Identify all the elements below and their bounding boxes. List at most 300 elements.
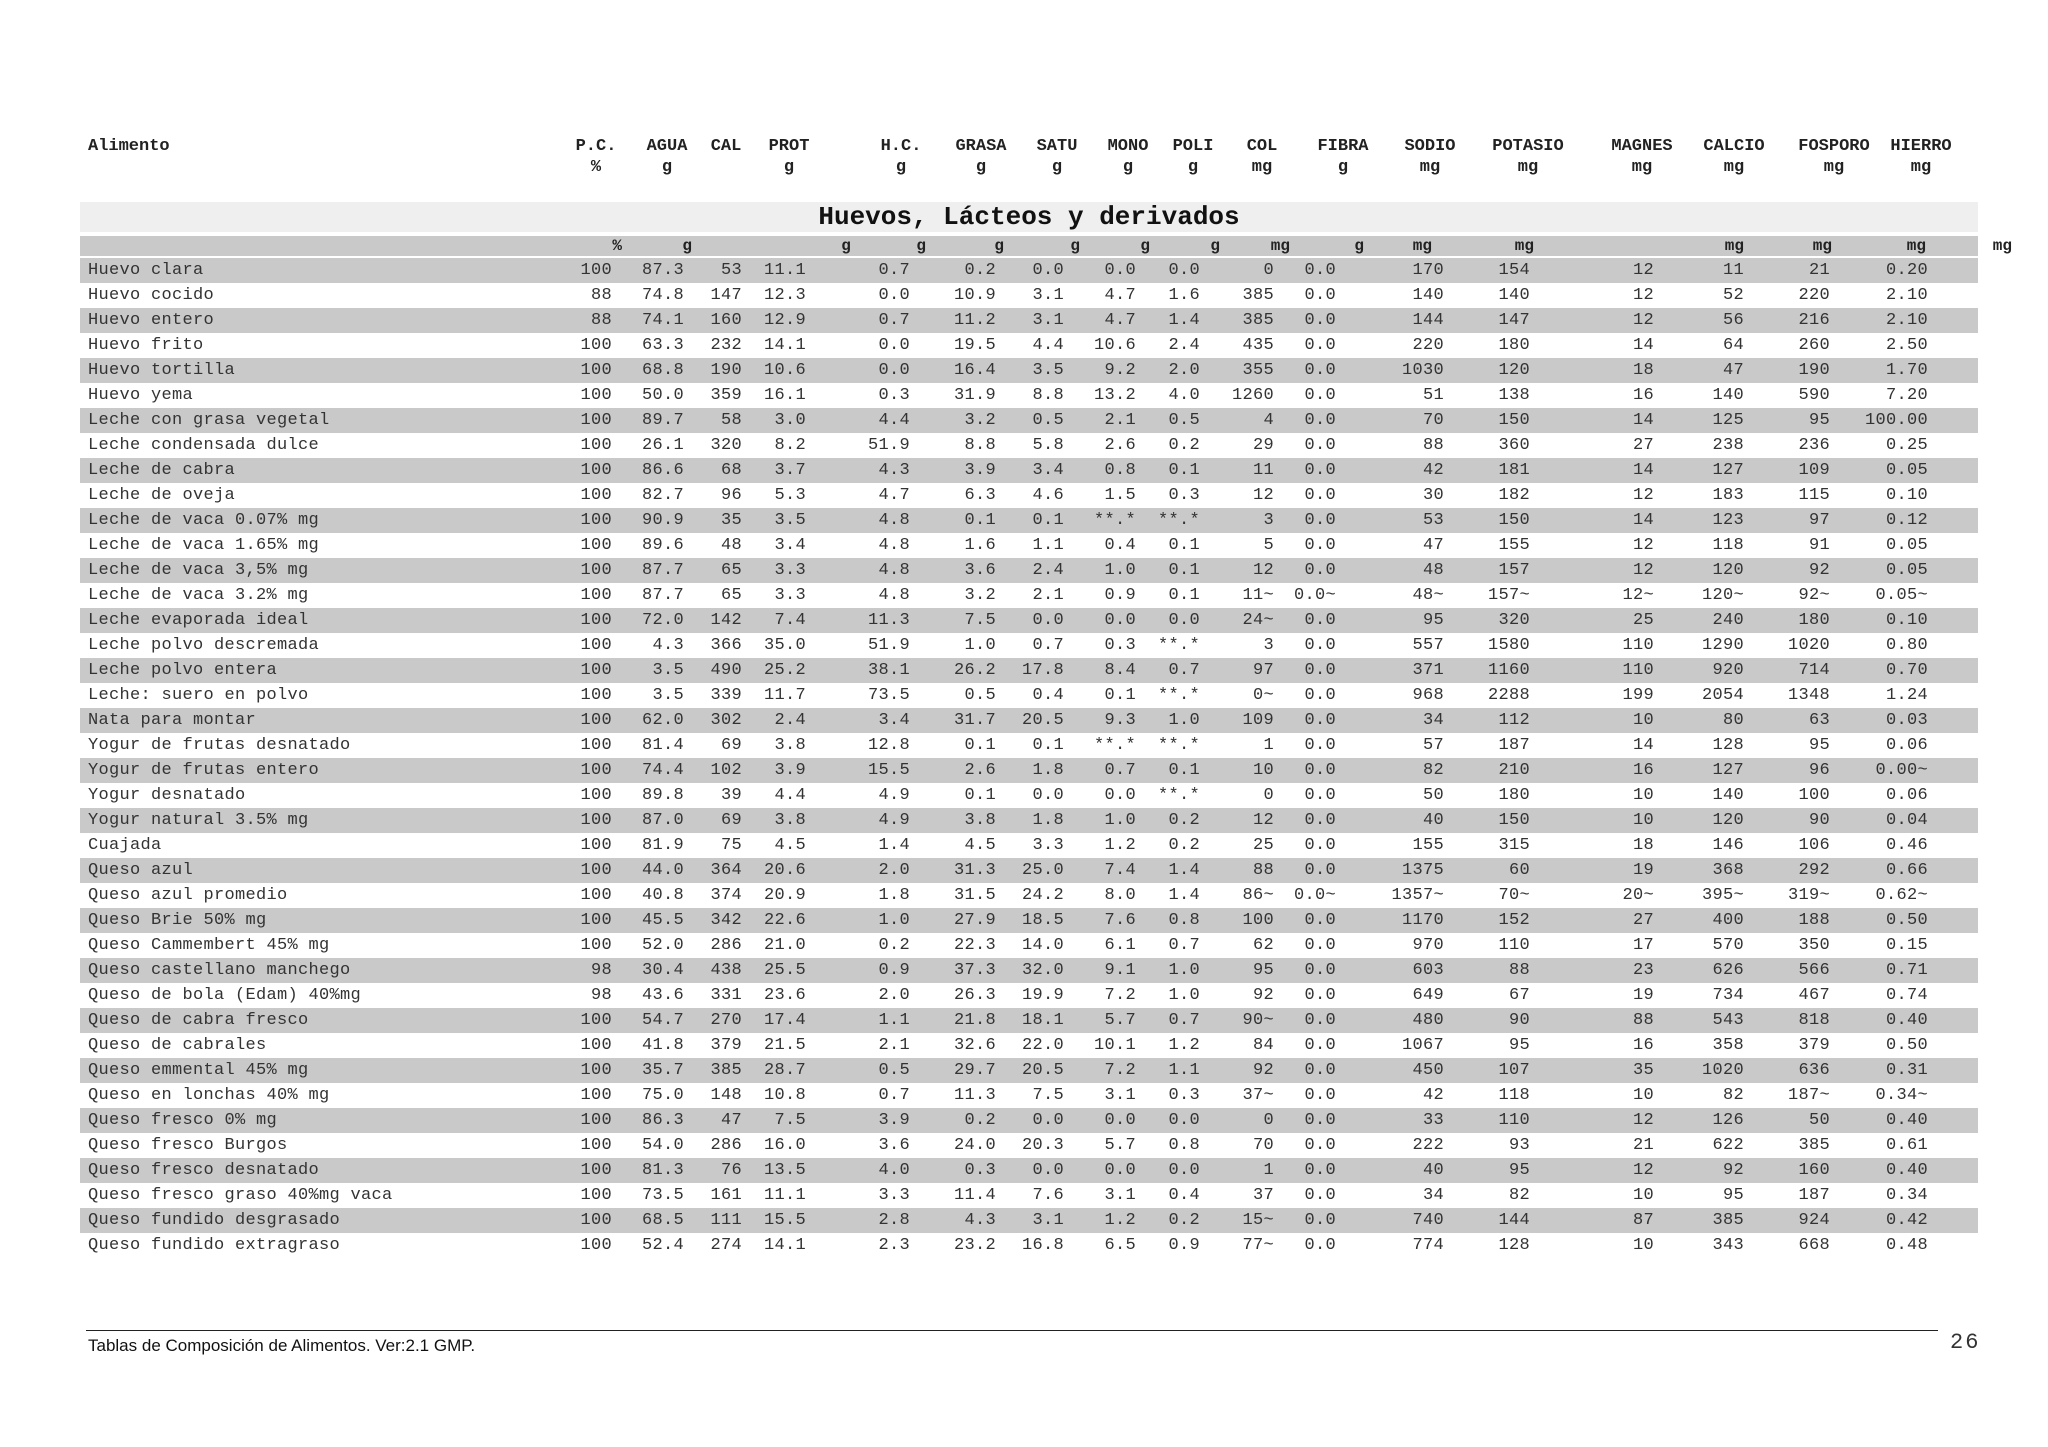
unit-potasio: mg [1514,237,1534,255]
cell-hierro: 0.06 [1885,736,1928,755]
cell-satu: 2.4 [1032,561,1064,580]
cell-prot: 3.8 [774,736,806,755]
cell-food-name: Huevo entero [88,311,215,330]
header-col-calcio: CALCIO [1703,137,1765,156]
header-unit-sodio: mg [1419,158,1441,177]
cell-magnes: 199 [1622,686,1654,705]
cell-satu: 1.8 [1032,811,1064,830]
cell-col: 37~ [1242,1086,1274,1105]
cell-pc: 100 [580,611,612,630]
cell-fosporo: 1020 [1787,636,1830,655]
cell-fibra: 0.0 [1304,811,1336,830]
cell-potasio: 2288 [1487,686,1530,705]
cell-col: 435 [1242,336,1274,355]
cell-agua: 41.8 [641,1036,684,1055]
cell-sodio: 220 [1412,336,1444,355]
cell-hierro: 0.48 [1885,1236,1928,1255]
cell-hierro: 0.10 [1885,611,1928,630]
cell-fosporo: 187 [1798,1186,1830,1205]
cell-col: 1260 [1231,386,1274,405]
cell-food-name: Yogur natural 3.5% mg [88,811,309,830]
cell-satu: 1.1 [1032,536,1064,555]
cell-fibra: 0.0~ [1293,586,1336,605]
cell-food-name: Queso de cabrales [88,1036,267,1055]
cell-hc: 0.0 [878,361,910,380]
cell-magnes: 19 [1632,861,1654,880]
cell-calcio: 343 [1712,1236,1744,1255]
cell-agua: 81.9 [641,836,684,855]
cell-sodio: 30 [1422,486,1444,505]
cell-fibra: 0.0 [1304,986,1336,1005]
cell-hc: 2.3 [878,1236,910,1255]
cell-fibra: 0.0 [1304,661,1336,680]
cell-hc: 4.8 [878,561,910,580]
cell-fosporo: 292 [1798,861,1830,880]
table-row [80,408,1978,433]
cell-pc: 100 [580,586,612,605]
cell-food-name: Queso fundido extragraso [88,1236,341,1255]
cell-sodio: 480 [1412,1011,1444,1030]
cell-hierro: 0.06 [1885,786,1928,805]
cell-cal: 68 [720,461,742,480]
cell-hc: 1.4 [878,836,910,855]
header-col-magnes: MAGNES [1611,137,1673,156]
cell-calcio: 125 [1712,411,1744,430]
cell-food-name: Cuajada [88,836,162,855]
cell-grasa: 0.2 [964,261,996,280]
cell-hierro: 7.20 [1885,386,1928,405]
cell-cal: 65 [720,561,742,580]
cell-cal: 111 [710,1211,742,1230]
cell-sodio: 968 [1412,686,1444,705]
cell-grasa: 22.3 [953,936,996,955]
cell-agua: 54.0 [641,1136,684,1155]
cell-mono: 0.3 [1104,636,1136,655]
cell-agua: 54.7 [641,1011,684,1030]
header-unit-potasio: mg [1517,158,1539,177]
cell-sodio: 50 [1422,786,1444,805]
cell-prot: 22.6 [763,911,806,930]
cell-prot: 4.4 [774,786,806,805]
cell-calcio: 238 [1712,436,1744,455]
table-row [80,458,1978,483]
cell-mono: 13.2 [1093,386,1136,405]
cell-satu: 3.3 [1032,836,1064,855]
cell-food-name: Queso fresco 0% mg [88,1111,278,1130]
cell-prot: 23.6 [763,986,806,1005]
header-col-satu: SATU [1036,137,1078,156]
cell-satu: 14.0 [1021,936,1064,955]
cell-calcio: 570 [1712,936,1744,955]
cell-calcio: 240 [1712,611,1744,630]
cell-magnes: 23 [1632,961,1654,980]
cell-cal: 65 [720,586,742,605]
cell-cal: 147 [710,286,742,305]
cell-hc: 4.3 [878,461,910,480]
header-col-hc: H.C. [880,137,922,156]
cell-satu: 0.0 [1032,611,1064,630]
cell-food-name: Queso de bola (Edam) 40%mg [88,986,362,1005]
cell-poli: 1.4 [1168,311,1200,330]
cell-poli: 0.2 [1168,836,1200,855]
cell-sodio: 1030 [1401,361,1444,380]
cell-mono: 0.7 [1104,761,1136,780]
cell-prot: 7.5 [774,1111,806,1130]
cell-agua: 82.7 [641,486,684,505]
cell-cal: 270 [710,1011,742,1030]
cell-hierro: 0.10 [1885,486,1928,505]
cell-pc: 100 [580,736,612,755]
unit-poli: g [1210,237,1220,255]
cell-pc: 100 [580,1111,612,1130]
cell-potasio: 67 [1508,986,1530,1005]
cell-pc: 98 [590,961,612,980]
table-row [80,858,1978,883]
cell-poli: 2.0 [1168,361,1200,380]
table-row [80,608,1978,633]
cell-fibra: 0.0~ [1293,886,1336,905]
cell-hc: 0.0 [878,336,910,355]
cell-food-name: Leche evaporada ideal [88,611,309,630]
cell-food-name: Leche polvo descremada [88,636,320,655]
cell-magnes: 12 [1632,1161,1654,1180]
cell-fosporo: 115 [1798,486,1830,505]
cell-magnes: 10 [1632,1186,1654,1205]
cell-hc: 0.7 [878,1086,910,1105]
cell-hc: 4.8 [878,536,910,555]
cell-poli: 0.7 [1168,1011,1200,1030]
cell-hc: 0.5 [878,1061,910,1080]
cell-hc: 0.7 [878,311,910,330]
table-row [80,558,1978,583]
cell-poli: 0.5 [1168,411,1200,430]
table-row [80,1133,1978,1158]
header-col-fosporo: FOSPORO [1798,137,1870,156]
cell-sodio: 34 [1422,711,1444,730]
cell-cal: 232 [710,336,742,355]
cell-agua: 87.3 [641,261,684,280]
cell-fosporo: 590 [1798,386,1830,405]
cell-magnes: 27 [1632,911,1654,930]
cell-magnes: 16 [1632,1036,1654,1055]
cell-pc: 100 [580,936,612,955]
header-unit-grasa: g [975,158,987,177]
cell-sodio: 40 [1422,1161,1444,1180]
cell-agua: 74.4 [641,761,684,780]
cell-food-name: Yogur de frutas desnatado [88,736,351,755]
cell-hierro: 1.70 [1885,361,1928,380]
cell-grasa: 27.9 [953,911,996,930]
cell-col: 355 [1242,361,1274,380]
cell-prot: 3.8 [774,811,806,830]
cell-agua: 86.3 [641,1111,684,1130]
cell-magnes: 21 [1632,1136,1654,1155]
cell-fosporo: 187~ [1787,1086,1830,1105]
cell-satu: 17.8 [1021,661,1064,680]
cell-food-name: Queso emmental 45% mg [88,1061,309,1080]
cell-satu: 7.5 [1032,1086,1064,1105]
cell-grasa: 26.2 [953,661,996,680]
cell-magnes: 88 [1632,1011,1654,1030]
cell-calcio: 543 [1712,1011,1744,1030]
cell-pc: 100 [580,636,612,655]
cell-pc: 100 [580,1136,612,1155]
cell-potasio: 315 [1498,836,1530,855]
cell-sodio: 40 [1422,811,1444,830]
cell-fibra: 0.0 [1304,786,1336,805]
cell-potasio: 70~ [1498,886,1530,905]
cell-mono: 10.1 [1093,1036,1136,1055]
cell-magnes: 12 [1632,561,1654,580]
cell-hierro: 0.80 [1885,636,1928,655]
cell-pc: 100 [580,386,612,405]
cell-sodio: 42 [1422,461,1444,480]
cell-magnes: 12 [1632,1111,1654,1130]
cell-potasio: 138 [1498,386,1530,405]
cell-pc: 100 [580,836,612,855]
cell-magnes: 12 [1632,261,1654,280]
cell-hc: 0.3 [878,386,910,405]
cell-sodio: 42 [1422,1086,1444,1105]
cell-cal: 331 [710,986,742,1005]
cell-satu: 3.1 [1032,311,1064,330]
cell-agua: 73.5 [641,1186,684,1205]
cell-satu: 8.8 [1032,386,1064,405]
cell-agua: 30.4 [641,961,684,980]
cell-pc: 88 [590,286,612,305]
cell-poli: 0.8 [1168,911,1200,930]
cell-cal: 366 [710,636,742,655]
cell-fosporo: 100 [1798,786,1830,805]
cell-fosporo: 714 [1798,661,1830,680]
cell-poli: 1.4 [1168,861,1200,880]
header-unit-mono: g [1122,158,1134,177]
cell-poli: 0.0 [1168,261,1200,280]
unit-mono: g [1140,237,1150,255]
cell-hierro: 0.71 [1885,961,1928,980]
cell-calcio: 146 [1712,836,1744,855]
cell-grasa: 1.6 [964,536,996,555]
unit-pc: % [612,237,622,255]
cell-magnes: 19 [1632,986,1654,1005]
cell-magnes: 12~ [1622,586,1654,605]
cell-cal: 47 [720,1111,742,1130]
cell-magnes: 14 [1632,511,1654,530]
cell-food-name: Leche polvo entera [88,661,278,680]
cell-prot: 20.9 [763,886,806,905]
table-row [80,808,1978,833]
cell-pc: 100 [580,336,612,355]
cell-grasa: 31.7 [953,711,996,730]
cell-pc: 100 [580,686,612,705]
cell-fosporo: 97 [1808,511,1830,530]
cell-mono: 1.2 [1104,1211,1136,1230]
cell-hc: 2.8 [878,1211,910,1230]
cell-calcio: 126 [1712,1111,1744,1130]
cell-poli: 0.2 [1168,1211,1200,1230]
cell-magnes: 12 [1632,486,1654,505]
cell-agua: 3.5 [652,686,684,705]
cell-col: 29 [1252,436,1274,455]
cell-satu: 2.1 [1032,586,1064,605]
cell-agua: 89.6 [641,536,684,555]
cell-prot: 16.1 [763,386,806,405]
cell-calcio: 140 [1712,386,1744,405]
cell-hc: 4.8 [878,586,910,605]
cell-poli: 1.2 [1168,1036,1200,1055]
cell-hc: 73.5 [867,686,910,705]
cell-hierro: 0.62~ [1875,886,1928,905]
cell-prot: 15.5 [763,1211,806,1230]
cell-magnes: 20~ [1622,886,1654,905]
header-unit-prot: g [783,158,795,177]
cell-agua: 44.0 [641,861,684,880]
cell-agua: 75.0 [641,1086,684,1105]
cell-grasa: 31.5 [953,886,996,905]
cell-grasa: 19.5 [953,336,996,355]
cell-col: 95 [1252,961,1274,980]
cell-cal: 385 [710,1061,742,1080]
cell-fosporo: 216 [1798,311,1830,330]
cell-potasio: 88 [1508,961,1530,980]
cell-potasio: 150 [1498,411,1530,430]
cell-poli: 2.4 [1168,336,1200,355]
cell-food-name: Yogur desnatado [88,786,246,805]
cell-poli: 0.4 [1168,1186,1200,1205]
cell-potasio: 187 [1498,736,1530,755]
cell-hierro: 0.42 [1885,1211,1928,1230]
cell-fosporo: 636 [1798,1061,1830,1080]
cell-magnes: 14 [1632,461,1654,480]
table-row [80,1108,1978,1133]
cell-calcio: 120 [1712,561,1744,580]
cell-mono: 8.0 [1104,886,1136,905]
cell-col: 12 [1252,486,1274,505]
cell-calcio: 368 [1712,861,1744,880]
cell-prot: 13.5 [763,1161,806,1180]
table-row [80,1058,1978,1083]
table-row [80,1008,1978,1033]
unit-agua: g [682,237,692,255]
cell-fibra: 0.0 [1304,461,1336,480]
cell-grasa: 31.3 [953,861,996,880]
cell-prot: 3.3 [774,561,806,580]
unit-fibra: g [1354,237,1364,255]
cell-hierro: 0.12 [1885,511,1928,530]
cell-col: 385 [1242,311,1274,330]
cell-fosporo: 319~ [1787,886,1830,905]
cell-hierro: 0.03 [1885,711,1928,730]
cell-mono: 7.2 [1104,1061,1136,1080]
cell-hc: 2.0 [878,986,910,1005]
header-unit-magnes: mg [1631,158,1653,177]
cell-grasa: 8.8 [964,436,996,455]
cell-fosporo: 1348 [1787,686,1830,705]
cell-cal: 53 [720,261,742,280]
cell-prot: 28.7 [763,1061,806,1080]
header-col-potasio: POTASIO [1492,137,1564,156]
cell-fibra: 0.0 [1304,636,1336,655]
table-row [80,483,1978,508]
cell-potasio: 118 [1498,1086,1530,1105]
cell-sodio: 140 [1412,286,1444,305]
cell-calcio: 11 [1722,261,1744,280]
cell-prot: 3.4 [774,536,806,555]
column-header-names [0,136,2048,158]
cell-pc: 100 [580,886,612,905]
cell-fosporo: 21 [1808,261,1830,280]
cell-hierro: 2.10 [1885,286,1928,305]
cell-mono: 0.0 [1104,786,1136,805]
cell-cal: 75 [720,836,742,855]
cell-potasio: 140 [1498,286,1530,305]
header-unit-fosporo: mg [1823,158,1845,177]
cell-hc: 3.3 [878,1186,910,1205]
cell-col: 77~ [1242,1236,1274,1255]
cell-fosporo: 818 [1798,1011,1830,1030]
cell-pc: 100 [580,1061,612,1080]
cell-mono: 0.0 [1104,611,1136,630]
cell-potasio: 155 [1498,536,1530,555]
cell-poli: 1.0 [1168,986,1200,1005]
cell-hierro: 0.70 [1885,661,1928,680]
header-unit-calcio: mg [1723,158,1745,177]
cell-food-name: Leche: suero en polvo [88,686,309,705]
cell-magnes: 12 [1632,536,1654,555]
cell-prot: 4.5 [774,836,806,855]
cell-cal: 102 [710,761,742,780]
cell-potasio: 144 [1498,1211,1530,1230]
cell-cal: 342 [710,911,742,930]
cell-grasa: 31.9 [953,386,996,405]
cell-sodio: 450 [1412,1061,1444,1080]
cell-col: 385 [1242,286,1274,305]
header-unit-hc: g [895,158,907,177]
cell-fibra: 0.0 [1304,1011,1336,1030]
cell-cal: 302 [710,711,742,730]
cell-prot: 3.3 [774,586,806,605]
cell-sodio: 144 [1412,311,1444,330]
unit-satu: g [1070,237,1080,255]
header-col-agua: AGUA [646,137,688,156]
cell-potasio: 60 [1508,861,1530,880]
cell-poli: 0.1 [1168,561,1200,580]
cell-calcio: 127 [1712,461,1744,480]
cell-agua: 68.8 [641,361,684,380]
table-row [80,833,1978,858]
cell-prot: 21.5 [763,1036,806,1055]
cell-mono: 8.4 [1104,661,1136,680]
cell-magnes: 25 [1632,611,1654,630]
cell-hierro: 1.24 [1885,686,1928,705]
cell-poli: 0.0 [1168,611,1200,630]
cell-hierro: 0.34 [1885,1186,1928,1205]
cell-hierro: 0.05~ [1875,586,1928,605]
cell-col: 1 [1263,1161,1274,1180]
cell-calcio: 80 [1722,711,1744,730]
unit-magnes: mg [1724,237,1744,255]
cell-fosporo: 180 [1798,611,1830,630]
unit-hierro: mg [1992,237,2012,255]
column-header-units [0,157,2048,179]
cell-col: 88 [1252,861,1274,880]
cell-col: 0 [1263,1111,1274,1130]
table-row [80,883,1978,908]
cell-fosporo: 90 [1808,811,1830,830]
cell-fibra: 0.0 [1304,1186,1336,1205]
cell-pc: 100 [580,461,612,480]
cell-sodio: 371 [1412,661,1444,680]
